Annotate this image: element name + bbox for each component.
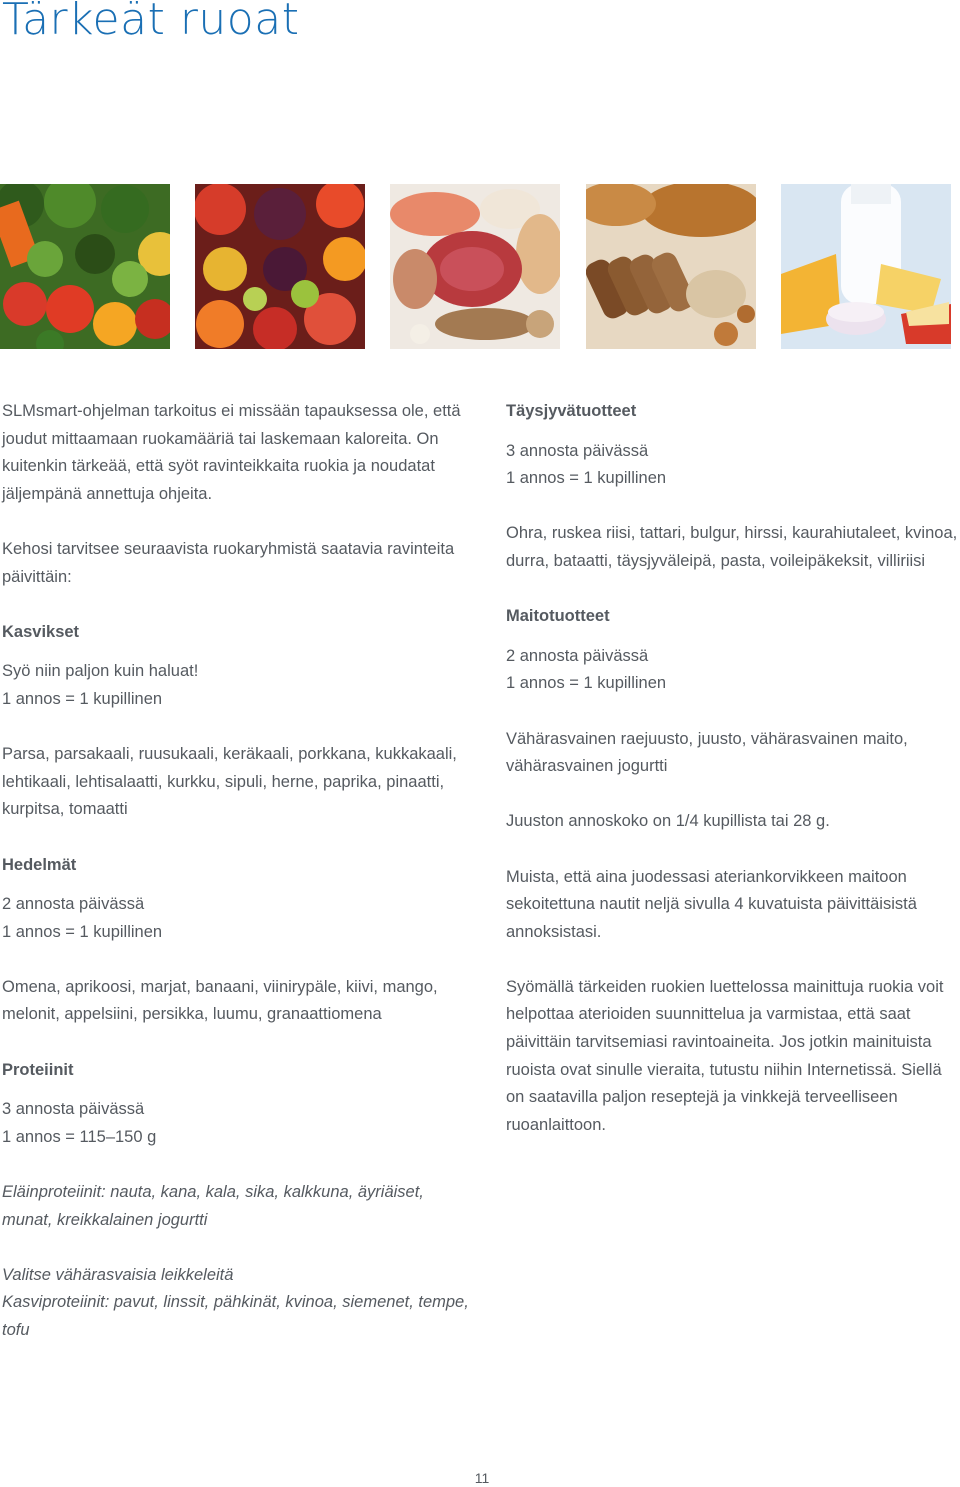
closing-paragraph: Syömällä tärkeiden ruokien luettelossa mainittuja ruokia voit helpottaa aterioiden suunnittelua ja varmistaa, että saat päivittäin tarvitsemiasi ravintoaineita. Jos jotkin mainituista ruoista ovat sinulle vieraita, tutustu niihin Internetissä. Siellä on saatavilla paljon reseptejä ja vinkkejä terveelliseen ruoanlaittoon. [506,977,944,1134]
fruits-examples: Omena, aprikoosi, marjat, banaani, viinirypäle, kiivi, mango, melonit, appelsiini, persikka, luumu, granaattiomena [2,977,438,1024]
fruits-heading: Hedelmät [2,855,77,874]
lowfat-note: Valitse vähärasvaisia leikkeleitä [2,1265,234,1284]
grains-examples: Ohra, ruskea riisi, tattari, bulgur, hirssi, kaurahiutaleet, kvinoa, durra, bataatti, täysjyväleipä, pasta, voileipäkeksit, villiriisi [506,524,958,570]
proteins-photo [390,184,560,349]
photo-strip [0,184,960,350]
intro-paragraph: SLMsmart-ohjelman tarkoitus ei missään tapauksessa ole, että joudut mittaamaan ruokamääriä tai laskemaan kaloreita. On kuitenkin tärkeää, että syöt ravinteikkaita ruokia ja noudatat jäljempänä annettuja ohjeita. [2,402,461,503]
grains-serving: 1 annos = 1 kupillinen [506,469,667,488]
cheese-note: Juuston annoskoko on 1/4 kupillista tai 28 g. [506,812,830,831]
plant-proteins: Kasviproteiinit: pavut, linssit, pähkinät, kvinoa, siemenet, tempe, tofu [2,1293,469,1339]
dairy-amount: 2 annosta päivässä [506,646,649,665]
grains-amount: 3 annosta päivässä [506,441,649,460]
needs-paragraph: Kehosi tarvitsee seuraavista ruokaryhmistä saatavia ravinteita päivittäin: [2,539,455,586]
fruits-amount: 2 annosta päivässä [2,895,145,914]
dairy-examples: Vähärasvainen raejuusto, juusto, vähärasvainen maito, vähärasvainen jogurtti [506,729,908,776]
vegetables-amount: Syö niin paljon kuin haluat! [2,662,199,681]
left-column [2,398,472,1345]
fruits-serving: 1 annos = 1 kupillinen [2,922,163,941]
animal-proteins: Eläinproteiinit: nauta, kana, kala, sika, kalkkuna, äyriäiset, munat, kreikkalainen jogurtti [2,1183,424,1229]
grains-photo [586,184,756,349]
vegetables-photo [0,184,170,349]
grains-heading: Täysjyvätuotteet [506,402,637,420]
reminder-paragraph: Muista, että aina juodessasi ateriankorvikkeen maitoon sekoitettuna nautit neljä sivulla 4 kuvatuista päivittäisistä annoksistasi. [506,867,917,941]
fruits-photo [195,184,365,349]
dairy-photo [781,184,951,349]
vegetables-examples: Parsa, parsakaali, ruusukaali, keräkaali, porkkana, kukkakaali, lehtikaali, lehtisalaatti, kurkku, sipuli, herne, paprika, pinaatti, kurpitsa, tomaatti [2,745,457,819]
page-number: 11 [474,1470,490,1486]
vegetables-serving: 1 annos = 1 kupillinen [2,689,163,708]
right-column [506,398,960,1139]
proteins-amount: 3 annosta päivässä [2,1100,145,1119]
dairy-serving: 1 annos = 1 kupillinen [506,674,667,693]
page-title: Tärkeät ruoat [2,0,300,45]
dairy-heading: Maitotuotteet [506,607,610,626]
proteins-heading: Proteiinit [2,1060,74,1079]
vegetables-heading: Kasvikset [2,622,80,641]
proteins-serving: 1 annos = 115–150 g [2,1127,157,1146]
